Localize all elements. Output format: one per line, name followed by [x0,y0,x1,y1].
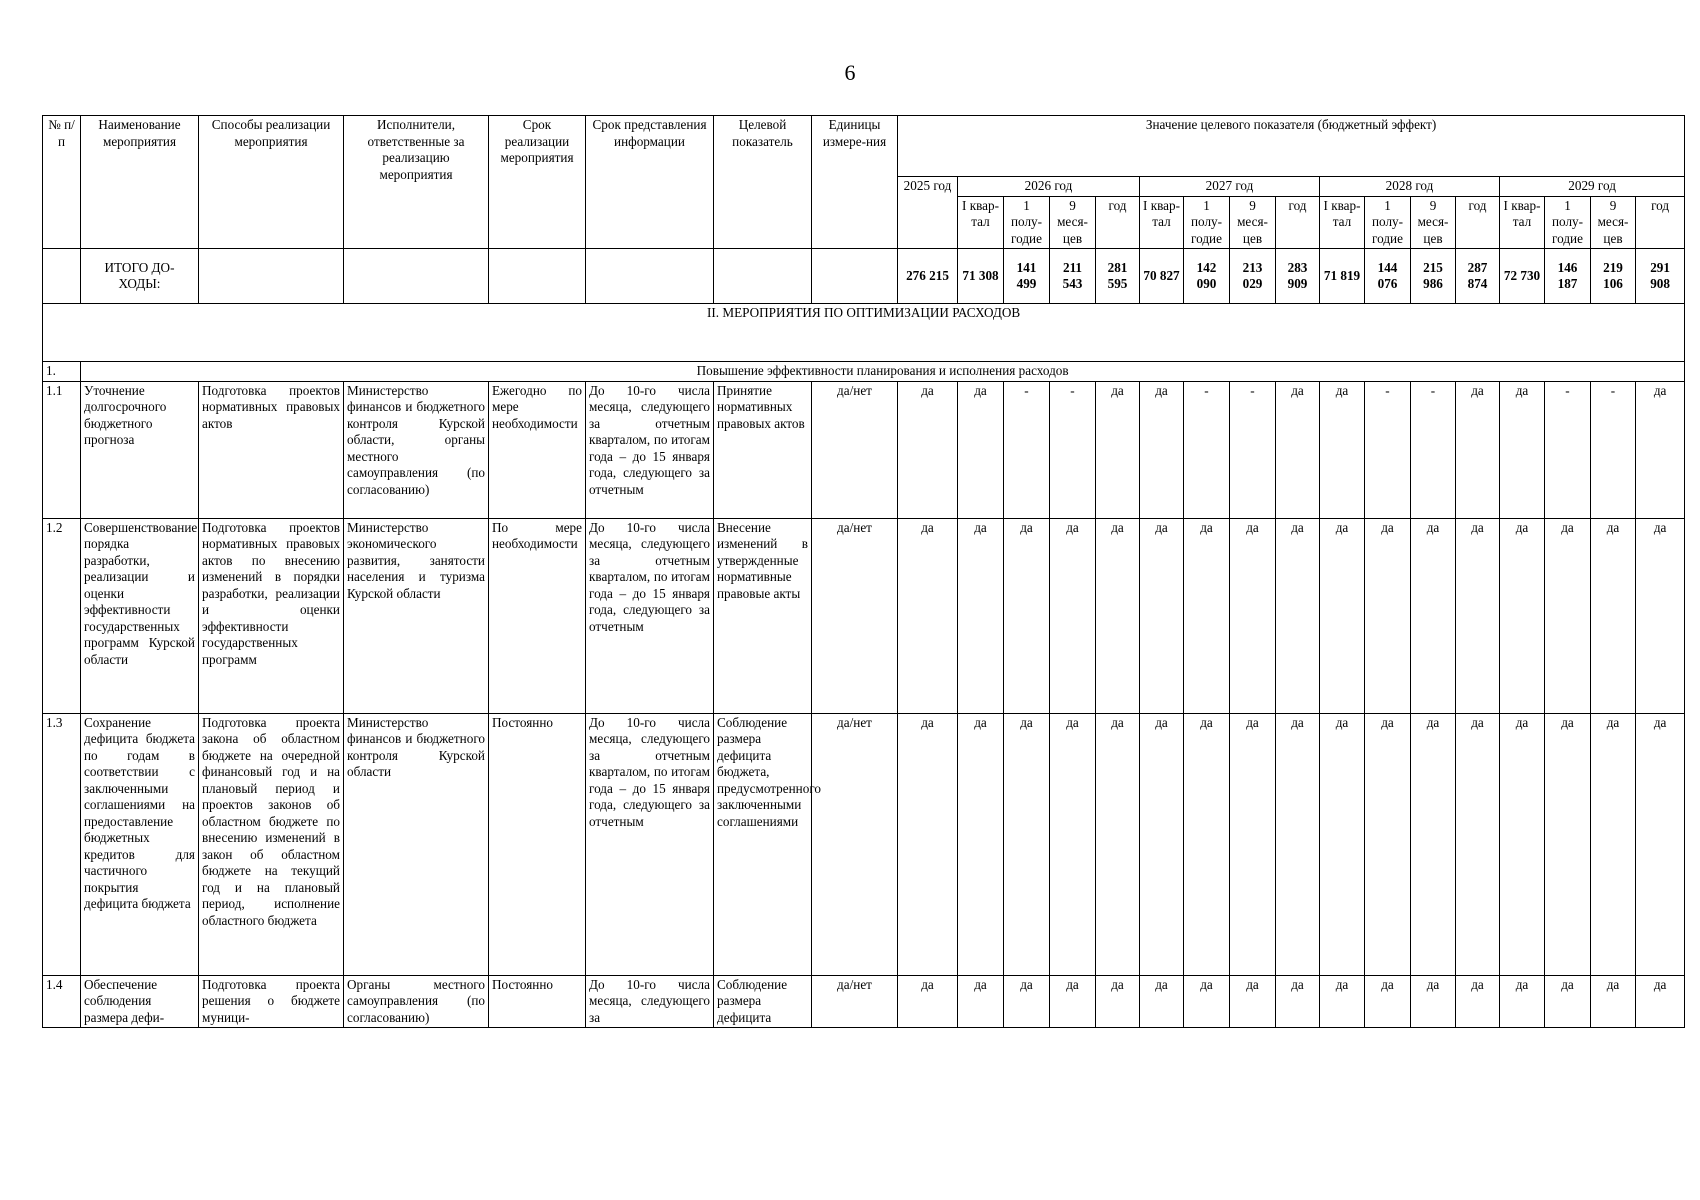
measure-value: да [1365,975,1411,1028]
header-year-2027: 2027 год [1140,177,1320,197]
measure-value: да [1140,518,1184,713]
measure-row [43,713,1685,975]
measure-name: Уточнение долгосрочного бюджетного прогноза [81,381,199,518]
header-deadline: Срок реализации мероприятия [489,116,586,249]
measure-value: да [1140,381,1184,518]
total-value: 141 499 [1004,249,1050,304]
measure-value: да [1636,518,1685,713]
measure-value: да [1004,713,1050,975]
total-value: 215 986 [1411,249,1456,304]
measure-value: да [1230,713,1276,975]
measure-methods: Подготовка проектов нормативных правовых актов [199,381,344,518]
measure-row [43,381,1685,518]
measure-value: да [1050,713,1096,975]
measure-value: да [1456,975,1500,1028]
total-value: 281 595 [1096,249,1140,304]
measures-body [43,381,1685,1028]
measure-value: да [1230,975,1276,1028]
header-units: Единицы измере-ния [812,116,898,249]
measure-report: До 10-го числа месяца, следующего за [586,975,714,1028]
header-year-2025: 2025 год [898,177,958,249]
measure-num: 1.4 [43,975,81,1028]
measure-row [43,975,1685,1028]
measure-value: да [1096,381,1140,518]
measure-name: Обеспечение соблюдения размера дефи- [81,975,199,1028]
measure-value: да [1456,713,1500,975]
subheader-period: 1 полу-годие [1365,196,1411,249]
subheader-period: год [1276,196,1320,249]
section-title: II. МЕРОПРИЯТИЯ ПО ОПТИМИЗАЦИИ РАСХОДОВ [43,304,1685,362]
header-executors: Исполнители, ответственные за реализацию мероприятия [344,116,489,249]
header-report: Срок представления информации [586,116,714,249]
measure-value: да [1140,975,1184,1028]
measure-value: да [1004,518,1050,713]
header-target: Целевой показатель [714,116,812,249]
measure-value: - [1004,381,1050,518]
total-value: 219 106 [1591,249,1636,304]
measure-value: да [1004,975,1050,1028]
measure-value: - [1230,381,1276,518]
measure-executors: Министерство финансов и бюджетного контроля Курской области [344,713,489,975]
subheader-period: I квар-тал [958,196,1004,249]
measure-name: Совершенствование порядка разработки, реализации и оценки эффективности государственных программ Курской области [81,518,199,713]
total-value: 276 215 [898,249,958,304]
measure-target: Внесение изменений в утвержденные нормативные правовые акты [714,518,812,713]
measure-deadline: Постоянно [489,713,586,975]
subheader-period: 1 полу-годие [1004,196,1050,249]
measure-deadline: Постоянно [489,975,586,1028]
measure-deadline: По мере необходимости [489,518,586,713]
measure-value: да [1636,381,1685,518]
measure-value: да [1096,518,1140,713]
measure-executors: Министерство финансов и бюджетного контроля Курской области, органы местного самоуправления (по согласованию) [344,381,489,518]
measure-target: Соблюдение размера дефицита [714,975,812,1028]
measure-value: да [1050,975,1096,1028]
measure-value: да [1545,713,1591,975]
measure-target: Принятие нормативных правовых актов [714,381,812,518]
measure-executors: Органы местного самоуправления (по согласованию) [344,975,489,1028]
subsection-title: Повышение эффективности планирования и исполнения расходов [81,362,1685,382]
measure-value: да [898,381,958,518]
measure-value: да [1411,975,1456,1028]
total-label: ИТОГО ДО-ХОДЫ: [81,249,199,304]
measure-value: да [898,975,958,1028]
total-value: 211 543 [1050,249,1096,304]
measure-value: - [1365,381,1411,518]
subheader-period: 9 меся-цев [1230,196,1276,249]
measure-value: да [1500,381,1545,518]
total-value: 146 187 [1545,249,1591,304]
total-value: 71 308 [958,249,1004,304]
subheader-period: 9 меся-цев [1411,196,1456,249]
measure-methods: Подготовка проекта закона об областном бюджете на очередной финансовый год и на плановый период и проектов законов об областном бюджете по внесению изменений в закон об областном бюджете на текущий год и на плановый период, исполнение областного бюджета [199,713,344,975]
measure-value: - [1411,381,1456,518]
measure-value: да [1500,713,1545,975]
measure-value: да [1230,518,1276,713]
measure-value: да [1320,381,1365,518]
measure-value: да [1096,975,1140,1028]
measure-units: да/нет [812,713,898,975]
measure-value: да [1140,713,1184,975]
measure-value: да [1320,975,1365,1028]
measure-value: да [1184,713,1230,975]
measure-methods: Подготовка проекта решения о бюджете муници- [199,975,344,1028]
subheader-period: I квар-тал [1140,196,1184,249]
measure-value: да [1411,518,1456,713]
total-value: 291 908 [1636,249,1685,304]
total-num-cell [43,249,81,304]
measure-num: 1.3 [43,713,81,975]
header-year-2028: 2028 год [1320,177,1500,197]
subheader-period: год [1636,196,1685,249]
measure-value: да [898,518,958,713]
measure-value: да [1591,713,1636,975]
measure-target: Соблюдение размера дефицита бюджета, предусмотренного заключенными соглашениями [714,713,812,975]
measure-report: До 10-го числа месяца, следующего за отчетным кварталом, по итогам года – до 15 января года, следующего за отчетным [586,381,714,518]
measure-value: да [1636,713,1685,975]
measure-value: да [1365,518,1411,713]
total-row [43,249,1685,304]
measure-num: 1.1 [43,381,81,518]
measure-name: Сохранение дефицита бюджета по годам в соответствии с заключенными соглашениями на предоставление бюджетных кредитов для частичного покрытия дефицита бюджета [81,713,199,975]
measure-value: да [1636,975,1685,1028]
measure-value: да [1276,518,1320,713]
measure-executors: Министерство экономического развития, занятости населения и туризма Курской области [344,518,489,713]
measure-value: да [1184,518,1230,713]
measure-value: да [1276,381,1320,518]
measure-value: да [898,713,958,975]
measure-methods: Подготовка проектов нормативных правовых актов по внесению изменений в порядки разработки, реализации и оценки эффективности государственных программ [199,518,344,713]
measure-value: да [958,975,1004,1028]
measure-report: До 10-го числа месяца, следующего за отчетным кварталом, по итогам года – до 15 января года, следующего за отчетным [586,713,714,975]
measure-value: да [1050,518,1096,713]
measure-value: - [1591,381,1636,518]
total-value: 287 874 [1456,249,1500,304]
measure-value: да [958,713,1004,975]
measure-value: да [1320,518,1365,713]
measure-units: да/нет [812,518,898,713]
measure-value: да [1500,518,1545,713]
measure-value: да [1591,518,1636,713]
header-value-group: Значение целевого показателя (бюджетный эффект) [898,116,1685,177]
subheader-period: год [1096,196,1140,249]
subheader-period: 1 полу-годие [1545,196,1591,249]
total-value: 72 730 [1500,249,1545,304]
measure-value: да [1545,518,1591,713]
header-name: Наименование мероприятия [81,116,199,249]
measure-value: да [1184,975,1230,1028]
measure-value: да [1276,713,1320,975]
measure-row [43,518,1685,713]
measure-value: да [1591,975,1636,1028]
header-year-2029: 2029 год [1500,177,1685,197]
measure-value: да [1500,975,1545,1028]
page-number: 6 [844,60,856,85]
subheader-period: 9 меся-цев [1591,196,1636,249]
measure-value: - [1545,381,1591,518]
subheader-period: 1 полу-годие [1184,196,1230,249]
measure-value: да [1365,713,1411,975]
measure-value: да [958,381,1004,518]
measure-report: До 10-го числа месяца, следующего за отчетным кварталом, по итогам года – до 15 января года, следующего за отчетным [586,518,714,713]
measure-value: да [1456,381,1500,518]
measure-units: да/нет [812,975,898,1028]
measure-num: 1.2 [43,518,81,713]
total-value: 213 029 [1230,249,1276,304]
subheader-period: год [1456,196,1500,249]
header-num: № п/п [43,116,81,249]
total-value: 283 909 [1276,249,1320,304]
measure-value: да [958,518,1004,713]
header-methods: Способы реализации мероприятия [199,116,344,249]
subheader-period: I квар-тал [1500,196,1545,249]
measure-value: да [1276,975,1320,1028]
subheader-period: 9 меся-цев [1050,196,1096,249]
header-year-2026: 2026 год [958,177,1140,197]
measure-units: да/нет [812,381,898,518]
measure-value: да [1320,713,1365,975]
measure-value: - [1184,381,1230,518]
total-value: 71 819 [1320,249,1365,304]
measure-value: да [1096,713,1140,975]
total-value: 144 076 [1365,249,1411,304]
total-value: 142 090 [1184,249,1230,304]
measure-value: - [1050,381,1096,518]
measure-deadline: Ежегодно по мере необходимости [489,381,586,518]
subsection-num: 1. [43,362,81,382]
subheader-period: I квар-тал [1320,196,1365,249]
plan-table [42,115,1685,1028]
measure-value: да [1411,713,1456,975]
measure-value: да [1545,975,1591,1028]
total-value: 70 827 [1140,249,1184,304]
measure-value: да [1456,518,1500,713]
